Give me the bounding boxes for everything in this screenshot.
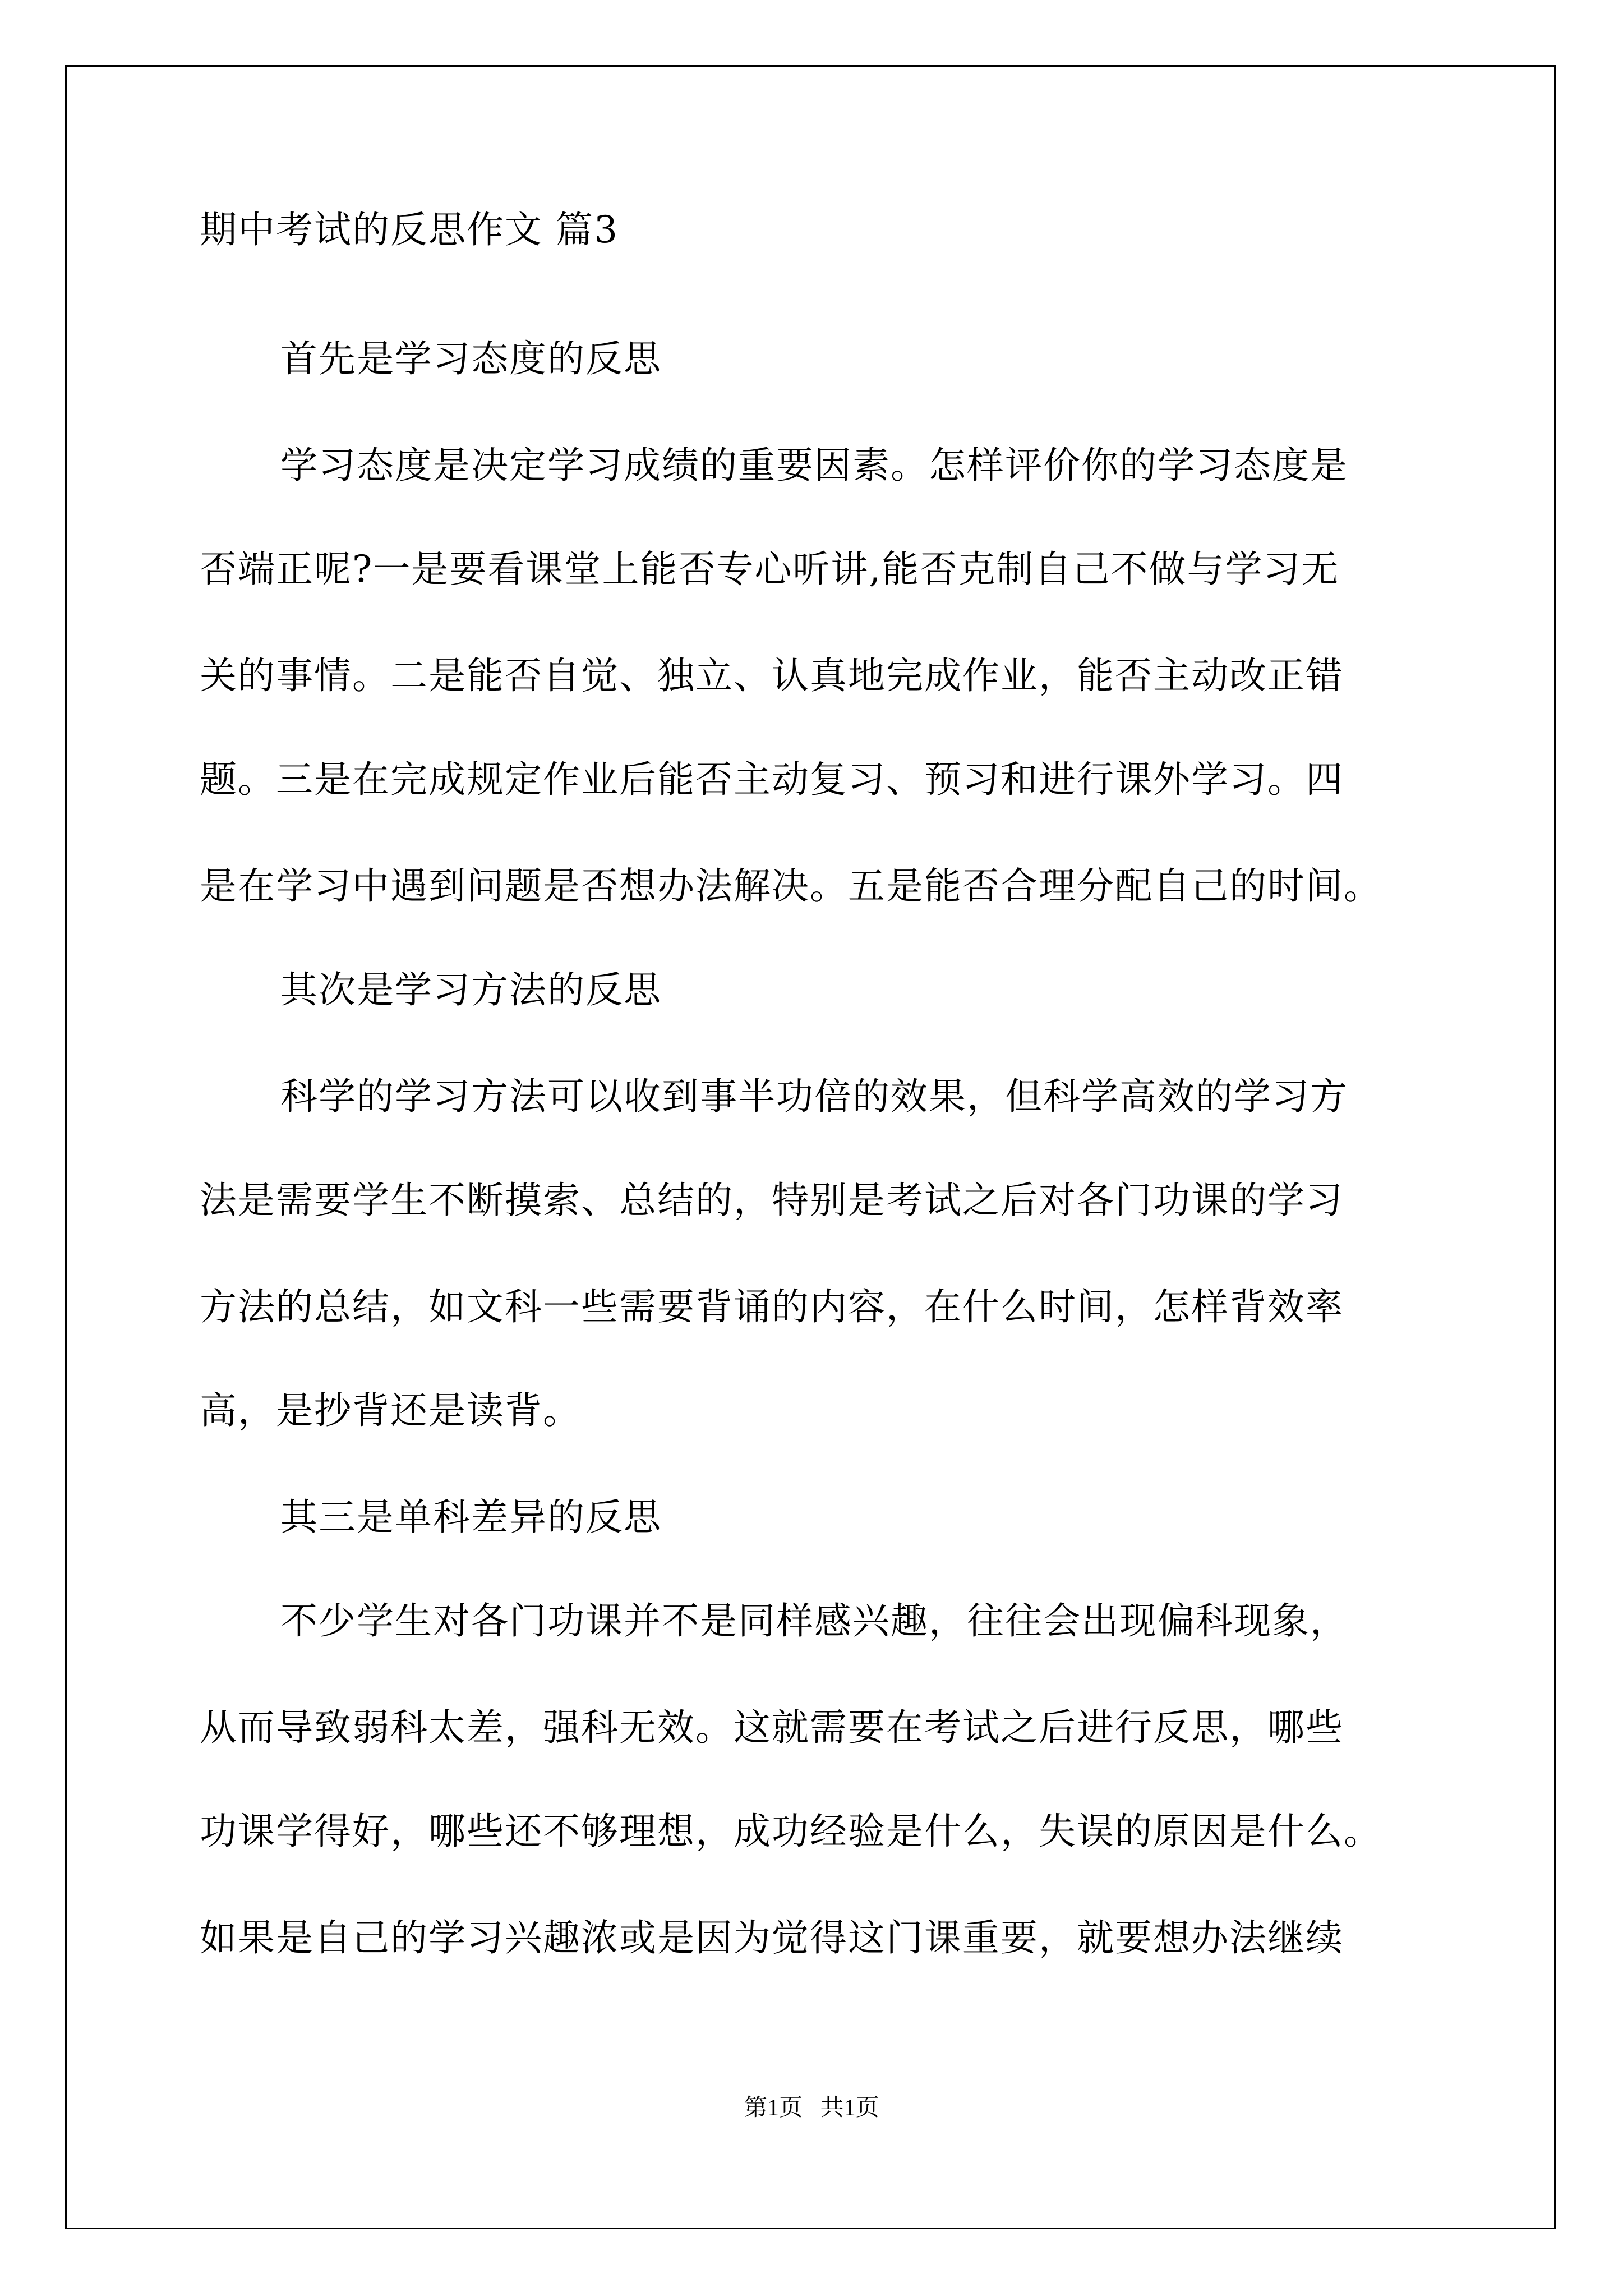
paragraph-line: 功课学得好，哪些还不够理想，成功经验是什么，失误的原因是什么。 <box>200 1810 1382 1853</box>
section-heading-attitude: 首先是学习态度的反思 <box>280 337 662 380</box>
paragraph-line: 从而导致弱科太差，强科无效。这就需要在考试之后进行反思，哪些 <box>200 1706 1344 1749</box>
paragraph-line: 不少学生对各门功课并不是同样感兴趣，往往会出现偏科现象， <box>280 1599 1348 1642</box>
paragraph-line: 如果是自己的学习兴趣浓或是因为觉得这门课重要，就要想办法继续 <box>200 1916 1344 1959</box>
page-number: 第1页 共1页 <box>744 2095 879 2121</box>
section-heading-subject-difference: 其三是单科差异的反思 <box>280 1496 662 1539</box>
paragraph-line: 否端正呢?一是要看课堂上能否专心听讲,能否克制自己不做与学习无 <box>200 547 1340 591</box>
section-heading-method: 其次是学习方法的反思 <box>280 968 662 1011</box>
paragraph-line: 关的事情。二是能否自觉、独立、认真地完成作业，能否主动改正错 <box>200 654 1344 697</box>
paragraph-line: 方法的总结，如文科一些需要背诵的内容，在什么时间，怎样背效率 <box>200 1285 1344 1328</box>
paragraph-line: 法是需要学生不断摸索、总结的，特别是考试之后对各门功课的学习 <box>200 1179 1344 1222</box>
paragraph-line: 是在学习中遇到问题是否想办法解决。五是能否合理分配自己的时间。 <box>200 864 1382 908</box>
paragraph-line: 学习态度是决定学习成绩的重要因素。怎样评价你的学习态度是 <box>280 444 1348 487</box>
document-title: 期中考试的反思作文 篇3 <box>200 208 619 251</box>
paragraph-line: 科学的学习方法可以收到事半功倍的效果，但科学高效的学习方 <box>280 1075 1348 1118</box>
paragraph-line: 题。三是在完成规定作业后能否主动复习、预习和进行课外学习。四 <box>200 758 1344 801</box>
paragraph-line: 高，是抄背还是读背。 <box>200 1389 581 1432</box>
page-border <box>65 65 1556 2229</box>
